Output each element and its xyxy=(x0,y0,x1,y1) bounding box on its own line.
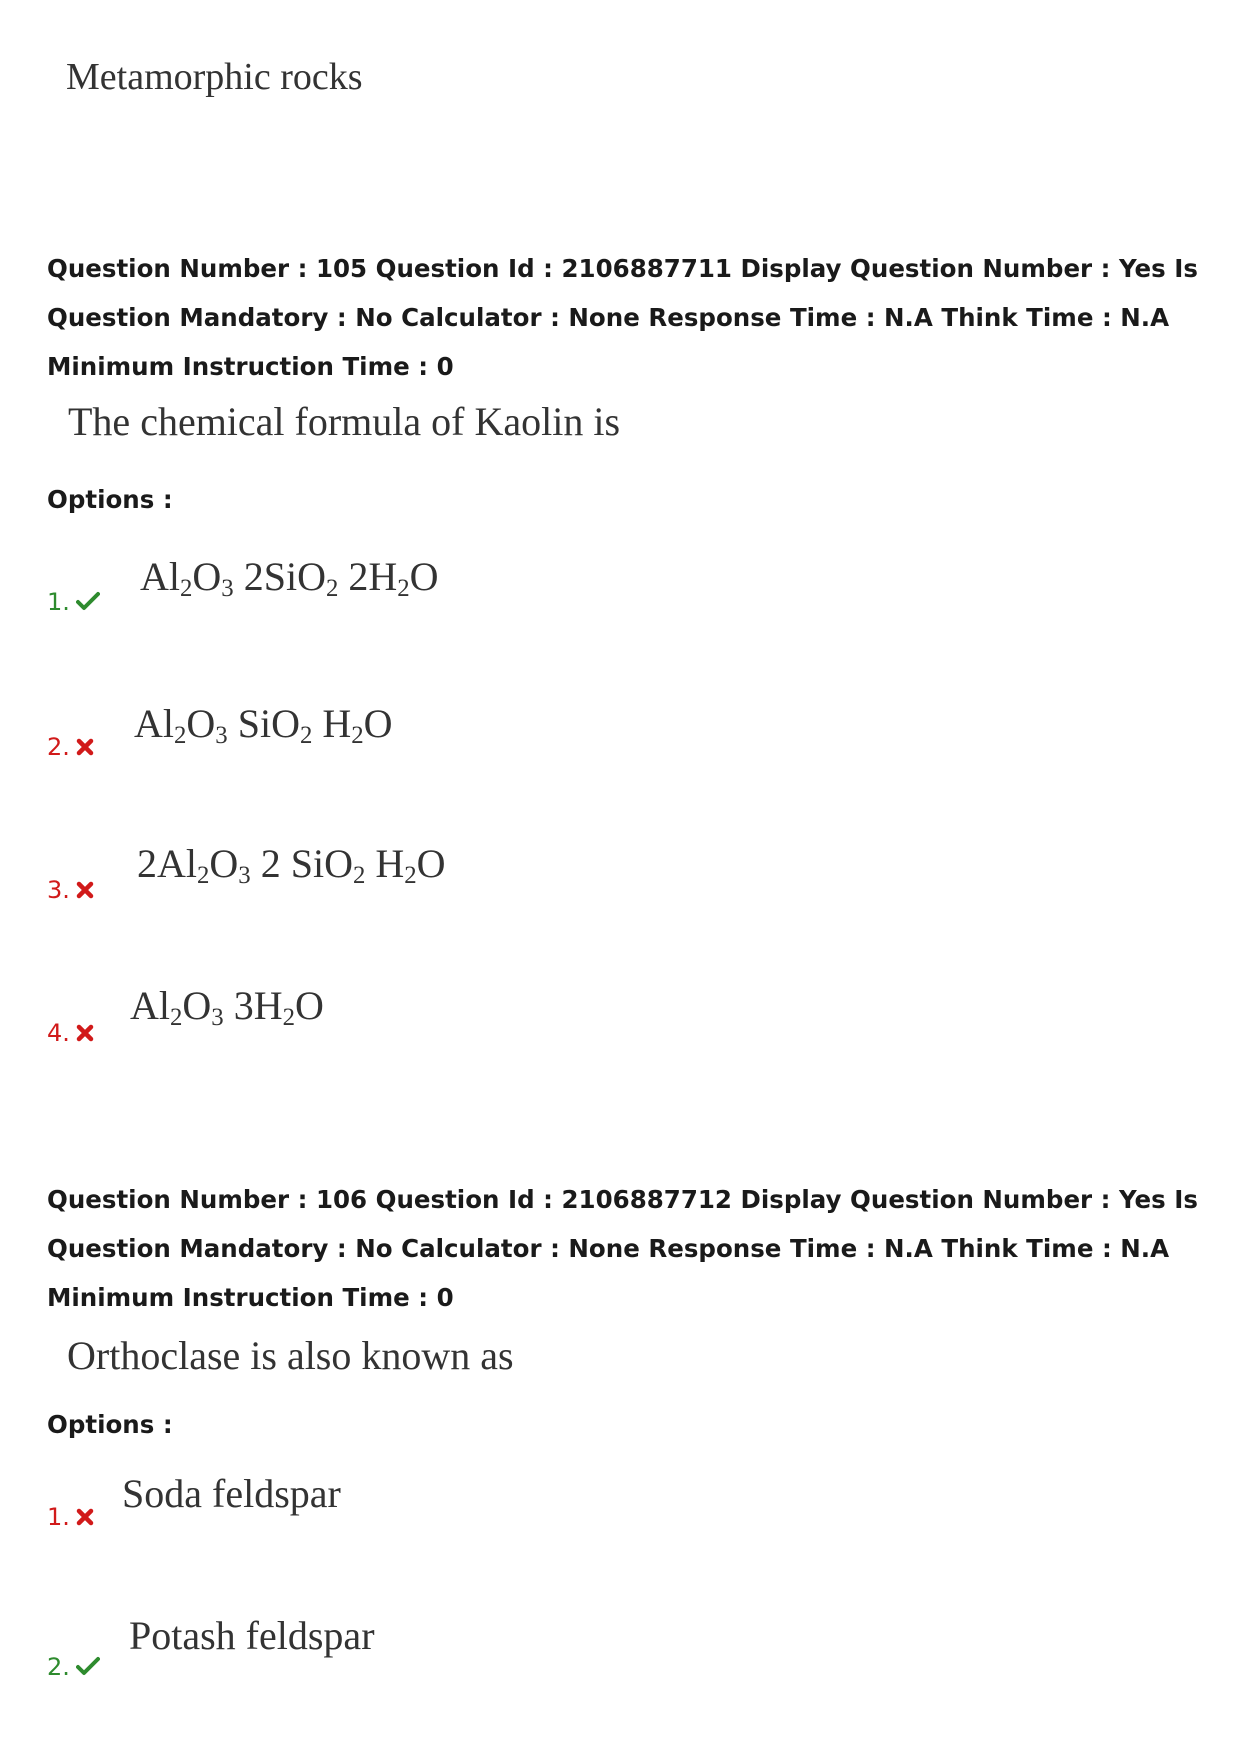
check-icon xyxy=(76,1654,100,1682)
option-2-formula[interactable]: $Al_2O_3$ SiO$_2$ $H_2O$ xyxy=(134,701,393,750)
cross-icon xyxy=(76,734,94,762)
option-2-text[interactable]: Potash feldspar xyxy=(129,1613,375,1658)
option-1-formula[interactable]: $Al_2O_3$ 2SiO$_2$ $2H_2O$ xyxy=(140,554,439,603)
option-2-number: 2. xyxy=(47,733,94,762)
question-105-meta: Question Number : 105 Question Id : 2106887711 Display Question Number : Yes Is Question Mandatory : No Calculator : None Response Time : N.A Think Time : N.A Minimum Instruction Time : 0 xyxy=(47,254,1198,381)
option-3-formula[interactable]: $2Al_2O_3$ 2 SiO$_2$ $H_2O$ xyxy=(137,841,446,890)
options-label: Options : xyxy=(47,485,173,514)
option-4-number: 4. xyxy=(47,1019,94,1048)
cross-icon xyxy=(76,877,94,905)
option-1-text[interactable]: Soda feldspar xyxy=(122,1471,341,1516)
cross-icon xyxy=(76,1020,94,1048)
options-label: Options : xyxy=(47,1410,173,1439)
option-4-formula[interactable]: $Al_2O_3$ $3H_2O$ xyxy=(130,983,324,1032)
option-1-number: 1. xyxy=(47,588,100,617)
option-1-number: 1. xyxy=(47,1503,94,1532)
question-106-meta: Question Number : 106 Question Id : 2106887712 Display Question Number : Yes Is Question Mandatory : No Calculator : None Response Time : N.A Think Time : N.A Minimum Instruction Time : 0 xyxy=(47,1185,1198,1312)
option-3-number: 3. xyxy=(47,876,94,905)
cross-icon xyxy=(76,1504,94,1532)
question-105-prompt: The chemical formula of Kaolin is xyxy=(68,399,621,444)
option-2-number: 2. xyxy=(47,1653,100,1682)
previous-option-text: Metamorphic rocks xyxy=(66,56,363,98)
question-106-prompt: Orthoclase is also known as xyxy=(67,1333,514,1378)
check-icon xyxy=(76,589,100,617)
